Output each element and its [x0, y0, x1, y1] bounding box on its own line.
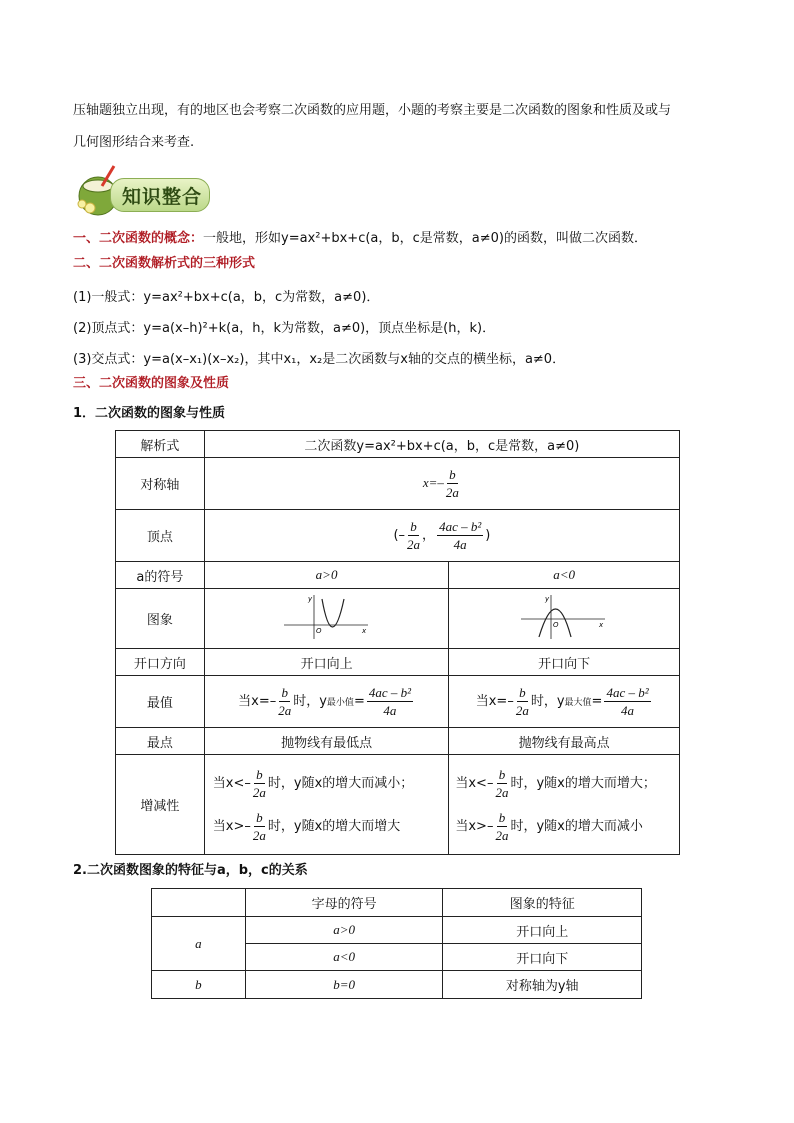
section-3-heading: 三、二次函数的图象及性质	[73, 376, 230, 391]
row-label-graph: 图象	[116, 589, 205, 649]
intro-line-2: 几何图形结合来考查.	[73, 135, 195, 150]
parabola-down-graph	[519, 593, 609, 641]
subheading-1: 1．二次函数的图象与性质	[73, 406, 226, 421]
svg-text:y: y	[307, 594, 312, 603]
sign-a-neg: a<0	[245, 944, 443, 971]
badge-label: 知识整合	[122, 186, 203, 208]
svg-text:x: x	[361, 626, 366, 635]
feature-b-zero: 对称轴为y轴	[443, 971, 642, 999]
sign-b-zero: b=0	[245, 971, 443, 999]
section-1	[73, 229, 647, 249]
intro-line-1: 压轴题独立出现，有的地区也会考察二次函数的应用题，小题的考察主要是二次函数的图象和性质及或与	[73, 103, 672, 118]
row-label-extremum: 最值	[116, 676, 205, 728]
lowest-point: 抛物线有最低点	[204, 728, 449, 755]
parabola-up-graph	[282, 593, 372, 641]
header-empty	[152, 889, 246, 917]
svg-text:y: y	[545, 594, 550, 603]
svg-text:x: x	[599, 620, 604, 629]
form-intercept: (3)交点式：y=a(x–x₁)(x–x₂)，其中x₁，x₂是二次函数与x轴的交点的横坐标，a≠0．	[73, 352, 566, 367]
header-feature: 图象的特征	[443, 889, 642, 917]
a-positive: a>0	[204, 562, 449, 589]
monotonicity-down-cell: 当x<– $\frac{b}{2a}$ 时，y随x的增大而增大； 当x>– $\frac{b}{2a}$ 时，y随x的增大而减小	[449, 755, 680, 855]
row-label-vertex: 顶点	[116, 510, 205, 562]
row-label-point: 最点	[116, 728, 205, 755]
letter-a: a	[152, 917, 246, 971]
min-value-cell: 当x=– $\frac{b}{2a}$ 时，y最小值= $\frac{\text{4ac – b²}}{4a}$	[204, 676, 449, 728]
axis-cell: x=– $\frac{b}{2a}$	[204, 458, 679, 510]
row-label-sign: a的符号	[116, 562, 205, 589]
knowledge-badge	[72, 164, 212, 216]
highest-point: 抛物线有最高点	[449, 728, 680, 755]
graph-down-cell	[449, 589, 680, 649]
svg-text:O: O	[315, 626, 322, 635]
formula-cell: 二次函数y=ax²+bx+c(a，b，c是常数，a≠0)	[204, 431, 679, 458]
open-down: 开口向下	[449, 649, 680, 676]
letter-b: b	[152, 971, 246, 999]
row-label-monotonicity: 增减性	[116, 755, 205, 855]
form-vertex: (2)顶点式：y=a(x–h)²+k(a，h，k为常数，a≠0)，顶点坐标是(h，k)．	[73, 321, 496, 336]
section-2-heading: 二、二次函数解析式的三种形式	[73, 256, 256, 271]
feature-a-neg: 开口向下	[443, 944, 642, 971]
vertex-cell: (– $\frac{b}{2a}$ ， $\frac{\text{4ac – b²}}{4a}$ )	[204, 510, 679, 562]
row-label-formula: 解析式	[116, 431, 205, 458]
feature-a-pos: 开口向上	[443, 917, 642, 944]
form-general: (1)一般式：y=ax²+bx+c(a，b，c为常数，a≠0)．	[73, 290, 380, 305]
abc-relation-table	[151, 888, 642, 999]
section-1-heading: 一、二次函数的概念：	[73, 231, 204, 246]
section-1-text: 一般地，形如y=ax²+bx+c(a，b，c是常数，a≠0)的函数，叫做二次函数．	[203, 231, 647, 246]
row-label-opening: 开口方向	[116, 649, 205, 676]
graph-up-cell	[204, 589, 449, 649]
header-sign: 字母的符号	[245, 889, 443, 917]
properties-table	[115, 430, 680, 855]
open-up: 开口向上	[204, 649, 449, 676]
svg-text:O: O	[553, 620, 559, 629]
monotonicity-up-cell: 当x<– $\frac{b}{2a}$ 时，y随x的增大而减小； 当x>– $\frac{b}{2a}$ 时，y随x的增大而增大	[204, 755, 449, 855]
max-value-cell: 当x=– $\frac{b}{2a}$ 时，y最大值= $\frac{\text{4ac – b²}}{4a}$	[449, 676, 680, 728]
a-negative: a<0	[449, 562, 680, 589]
subheading-2: 2.二次函数图象的特征与a，b，c的关系	[73, 863, 308, 878]
sign-a-pos: a>0	[245, 917, 443, 944]
row-label-axis: 对称轴	[116, 458, 205, 510]
